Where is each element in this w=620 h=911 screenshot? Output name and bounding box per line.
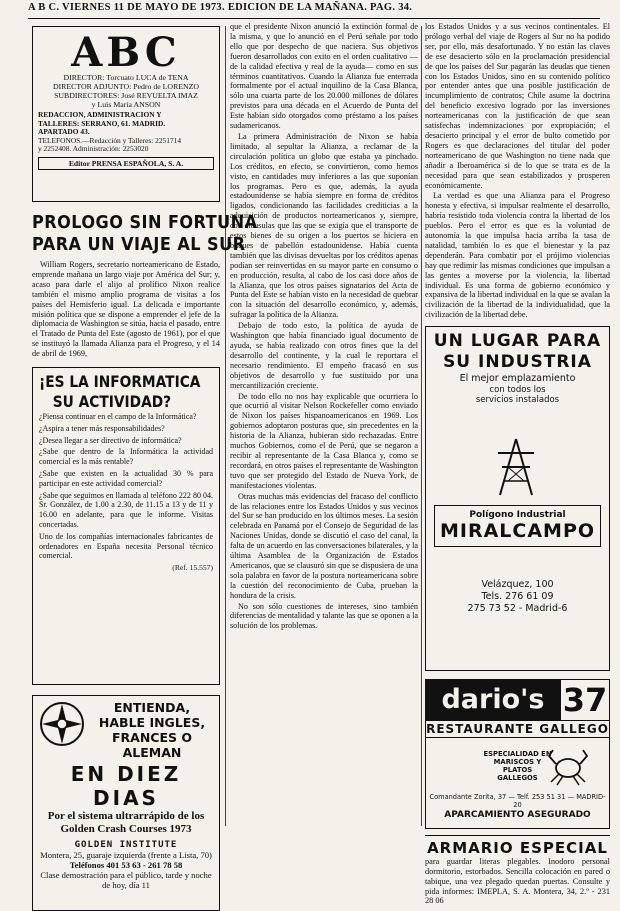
ad-poligono (425, 326, 610, 671)
ad-question: ¿Sabe que existen en la actualidad 30 % para participar en este actividad comercial? (39, 469, 213, 488)
ad-reference: (Ref. 15.557) (172, 563, 213, 573)
darios-address: Comandante Zorita, 37 — Telf. 253 51 31 — MADRID-20 (429, 793, 606, 810)
masthead-line: y Luis María ANSON (91, 100, 161, 109)
darios-especialidad: ESPECIALIDAD EN MARISCOS Y PLATOS GALLEGOS (483, 749, 552, 782)
golden-note: Clase demostración para el público, tarde y noche de hoy, día 11 (40, 870, 212, 891)
darios-middle (426, 738, 609, 793)
ad-title-line: SU INDUSTRIA (443, 352, 592, 373)
ad-subtitle: El mejor emplazamiento (459, 373, 576, 385)
column-1 (32, 26, 258, 911)
ad-subtitle: con todos los (489, 385, 546, 396)
golden-title: ENTIENDA, HABLE INGLES, FRANCES O ALEMAN (98, 700, 206, 761)
abc-logo: ABC (71, 29, 181, 76)
column-rule (225, 26, 226, 826)
ad-question: ¿Sabe que seguimos en llamada al teléfono 222 80 04. Sr. González, de 1.00 a 2.30, de 11.15 a 13 y de 11 y 16.00 en adelante, para que le informe. Visitas concertadas. (39, 490, 213, 530)
headline-line: PROLOGO SIN FORTUNA (32, 213, 258, 233)
page-header: A B C. VIERNES 11 DE MAYO DE 1973. EDICION DE LA MAÑANA. PAG. 34. (28, 2, 600, 19)
armario-text: para guardar literas plegables. Inodoro personal dormitorio, estorbados. Sencilla colocación en pared o tabique, una vez plegado quedan puertas. Consulte y pida informes: IMEPLA, S. A. Montera, 34, 2.º - 231 28 06 (425, 857, 610, 906)
brand-name: MIRALCAMPO (439, 520, 596, 543)
article-paragraph: Debajo de todo esto, la política de ayuda de Washington que había financiado igual documento de ayuda, se había realizado con otros fines que la del desarrollo del continente, y la cual le reportara el necesario rendimiento. El empeño fracasó en sus objetivos de desarrollo y fue sustituido por una mercantilización creciente. (230, 321, 418, 390)
ad-title-line: UN LUGAR PARA (433, 331, 602, 352)
ad-title-line: SU ACTIVIDAD? (52, 392, 172, 412)
brand-small: Polígono Industrial (469, 510, 566, 521)
address-line: APARTADO 43. (38, 127, 90, 137)
armario-title: ARMARIO ESPECIAL (427, 839, 608, 858)
masthead-address (38, 111, 214, 154)
masthead-box (32, 26, 220, 202)
address-line: TALLERES: SERRANO, 61. MADRID. (38, 118, 166, 128)
headline-line: PARA UN VIAJE AL SUR (32, 235, 246, 255)
article-paragraph: La verdad es que una Alianza para el Progreso honesta y efectiva, si impulsar realmente el desarrollo, habría resistido toda violencia contra la libertad de los pueblos. Pero el error es que es la voluntad de autonomía la que impulsa hacia arriba la tasa de natalidad, también lo es que el bienestar y la paz dependerán. Para combatir por el prójimo violencias hay que redimir las mismas condiciones que impulsan a las gentes a moverse por la violencia, la libertad individual. Es una forma de gobierno económico y expansiva de la libertad individual en la que se avalan la civilización de la libertad de la individualidad, que la civilización de la libertad debe. (425, 191, 610, 320)
darios-head (426, 680, 609, 720)
golden-institute-name: GOLDEN INSTITUTE (74, 840, 178, 851)
ad-golden-institute (32, 695, 220, 911)
golden-phone: Teléfonos 401 53 63 - 261 78 58 (69, 860, 183, 871)
address-line: Tels. 276 61 09 (481, 591, 554, 603)
ad-question: ¿Desea llegar a ser directivo de informática? (39, 435, 182, 445)
ad-question-list (39, 412, 213, 561)
article-body (425, 22, 610, 320)
column-rule (421, 26, 422, 826)
masthead-line: SUBDIRECTORES: José REVUELTA IMAZ (54, 91, 198, 100)
darios-number: 37 (560, 680, 609, 720)
ad-title-line: ¡ES LA INFORMATICA (39, 372, 201, 392)
article-body (230, 22, 418, 631)
darios-restaurante: RESTAURANTE GALLEGO (426, 722, 609, 737)
column-3 (425, 22, 610, 906)
ad-question: ¿Sabe que dentro de la Informática la actividad comercial es la más rentable? (39, 447, 213, 467)
ad-subtitle: servicios instalados (475, 395, 560, 406)
masthead-editor: Editor PRENSA ESPAÑOLA, S. A. (38, 157, 214, 170)
address-line: REDACCION, ADMINISTRACION Y (38, 110, 162, 119)
article-paragraph: William Rogers, secretario norteamericano de Estado, emprende mañana un largo viaje por América del Sur; y, acaso para darle el alijo al prolífico Nixon realice también el mismo amplio programa de visitas a los países del Hemisferio igual. La delicada e importante misión política que se dispone a emprender el jefe de la diplomacia de Washington se sitúa, hacia el pasado, entre el Tratado de Punta del Este (agosto de 1961), por el que se instituyó la llamada Alianza para el Progreso, y el 14 de abril de 1969, (32, 260, 220, 359)
column-2 (230, 22, 418, 827)
ad-informatica (32, 367, 220, 685)
golden-address: Montera, 25, guaraje izquierda (frente a Lista, 70) (40, 850, 212, 861)
ad-title (432, 331, 603, 373)
ad-address (426, 579, 609, 615)
ad-brand-box (434, 505, 601, 547)
golden-system: Por el sistema ultrarrápido de los Golden Crash Courses 1973 (47, 810, 205, 836)
darios-name: dario's (426, 680, 560, 720)
article-paragraph: los Estados Unidos y a sus vecinos continentales. El prólogo verbal del viaje de Rogers al Sur no ha podido ser, por ello, más desafortunado. Y no están las claves de ese desacierto sólo en la proclamación presidencial de que los países del Sur pagarán las deudas que tienen con los Estados Unidos, sino en su contenido político por entender antes que una posible justificación de incumplimiento de contratos; Chile asume la doctrina del beneficio excesivo logrado por las inversiones norteamericanas con la justificación de que sean satisfechas indemnizaciones por expropiación; el desacierto principal y el error de bulto cometido por Rogers es que declaraciones del titular del poder norteamericano de que Washington no tiene nada que añadir a Iberoamérica si de lo que se trata es de la necesidad para que sean estabilizados y prosperen económicamente. (425, 22, 610, 190)
article-body (32, 260, 220, 359)
article-paragraph: La primera Administración de Nixon se había limitado, al sepultar la Alianza, a reclamar de la circulación política un globo que estaba ya pinchado. Los créditos, en efecto, se convirtieron, como hemos visto, en cantidades muy inferiores a las que suponían los programas. Pero es que, además, la ayuda estadounidense se había siempre en forma de créditos ligados, condicionando las facilidades crediticias a la adquisición de productos norteamericanos y, siempre, con cláusulas que las que se exigía que el transporte de estos bienes de su origen a los puertos se hiciera en buques de pabellón estadounidense. Había cuenta también que las divisas devueltas por los créditos apenas podían ser reinvertidas en su mayor parte en consumo o en producción, resulta, al cabo de los casi doce años de la Alianza, que los otros países signatarios del Acta de Punta del Este se habían visto en la necesidad de quebrar con la situación del desarrollo económico, y, además, sufragar la política de la Alianza. (230, 131, 418, 320)
article-paragraph: Otras muchas más evidencias del fracaso del conflicto de las relaciones entre los Estados Unidos y sus vecinos del Sur se han producido en los últimos meses. La sesión celebrada en Panamá por el Consejo de Seguridad de las Naciones Unidas, donde se discutió el caso del canal, la falta de un acuerdo en las conversaciones bilaterales, y la última Asamblea de la Organización de Estados Americanos, que se clausuró sin que se dispusiera de una sola palabra en favor de la postura norteamericana sobre la cuestión del reconocimiento de Cuba, prueban la hondura de la crisis. (230, 491, 418, 600)
golden-big-text: EN DIEZ DIAS (70, 762, 182, 811)
ad-question: Uno de los compañías internacionales fabricantes de ordenadores en España necesita Personal técnico comercial. (39, 531, 213, 561)
compass-star-icon (38, 700, 86, 748)
ad-question: ¿Piensa continuar en el campo de la Informática? (39, 412, 197, 422)
ad-question: ¿Aspira a tener más responsabilidades? (39, 423, 165, 433)
masthead-line: DIRECTOR ADJUNTO: Pedro de LORENZO (52, 82, 200, 91)
address-line: TELEFONOS.—Redacción y Talleres: 2251714 (38, 135, 182, 145)
masthead-line: DIRECTOR: Torcuato LUCA de TENA (63, 73, 189, 82)
ad-title (39, 372, 201, 412)
ad-armario (425, 835, 610, 906)
crab-icon (545, 742, 591, 788)
address-line: 275 73 52 - Madrid-6 (467, 603, 568, 615)
article-paragraph: De todo ello no nos hay explicable que ocurriera lo que ocurrió al visitar Nelson Rockefeller como enviado de Nixon los países hispanoamericanos en 1969. Los gobiernos adoptaron posturas que, sin precedentes en la historia de la Alianza, hubieran sido rechazadas. Entre muchos Gobiernos, como el de Perú, que se negaron a recibir al representante de la Casa Blanca y, como se recordará, en otros países el representante de Washington tuvo que ser protegido del Estado de Nueva York, de manifestaciones violentas. (230, 391, 418, 490)
ad-darios (425, 679, 610, 829)
address-line: y 2252408. Administración: 2253020 (38, 144, 149, 154)
darios-parking: APARCAMIENTO ASEGURADO (444, 810, 591, 821)
article-paragraph: No son sólo cuestiones de intereses, sino también diferencias de mentalidad y talante las que se oponen a la solución de los problemas. (230, 601, 418, 631)
address-line: Velázquez, 100 (481, 579, 554, 591)
article-headline (32, 212, 258, 256)
article-paragraph: que el presidente Nixon anunció la extinción formal de la misma, y que lo anunció en el Perú señale por todo ello que por despecho de que naciera. Sus objetivos fueron desarrollados con exito en el orden cualitativo —de la calidad efectiva y real de la ayuda— como en sus términos cuantitativos. Cuando la Alianza fue enterrada formalmente por el actual inquilino de la Casa Blanca, sólo una cuarta parte de los 20.000 millones de dólares previstos para una década en el Acuerdo de Punta del Este habían sido otorgados como préstamo a los países sudamericanos. (230, 22, 418, 131)
golden-top (38, 700, 214, 760)
transmission-tower-icon (486, 437, 546, 497)
